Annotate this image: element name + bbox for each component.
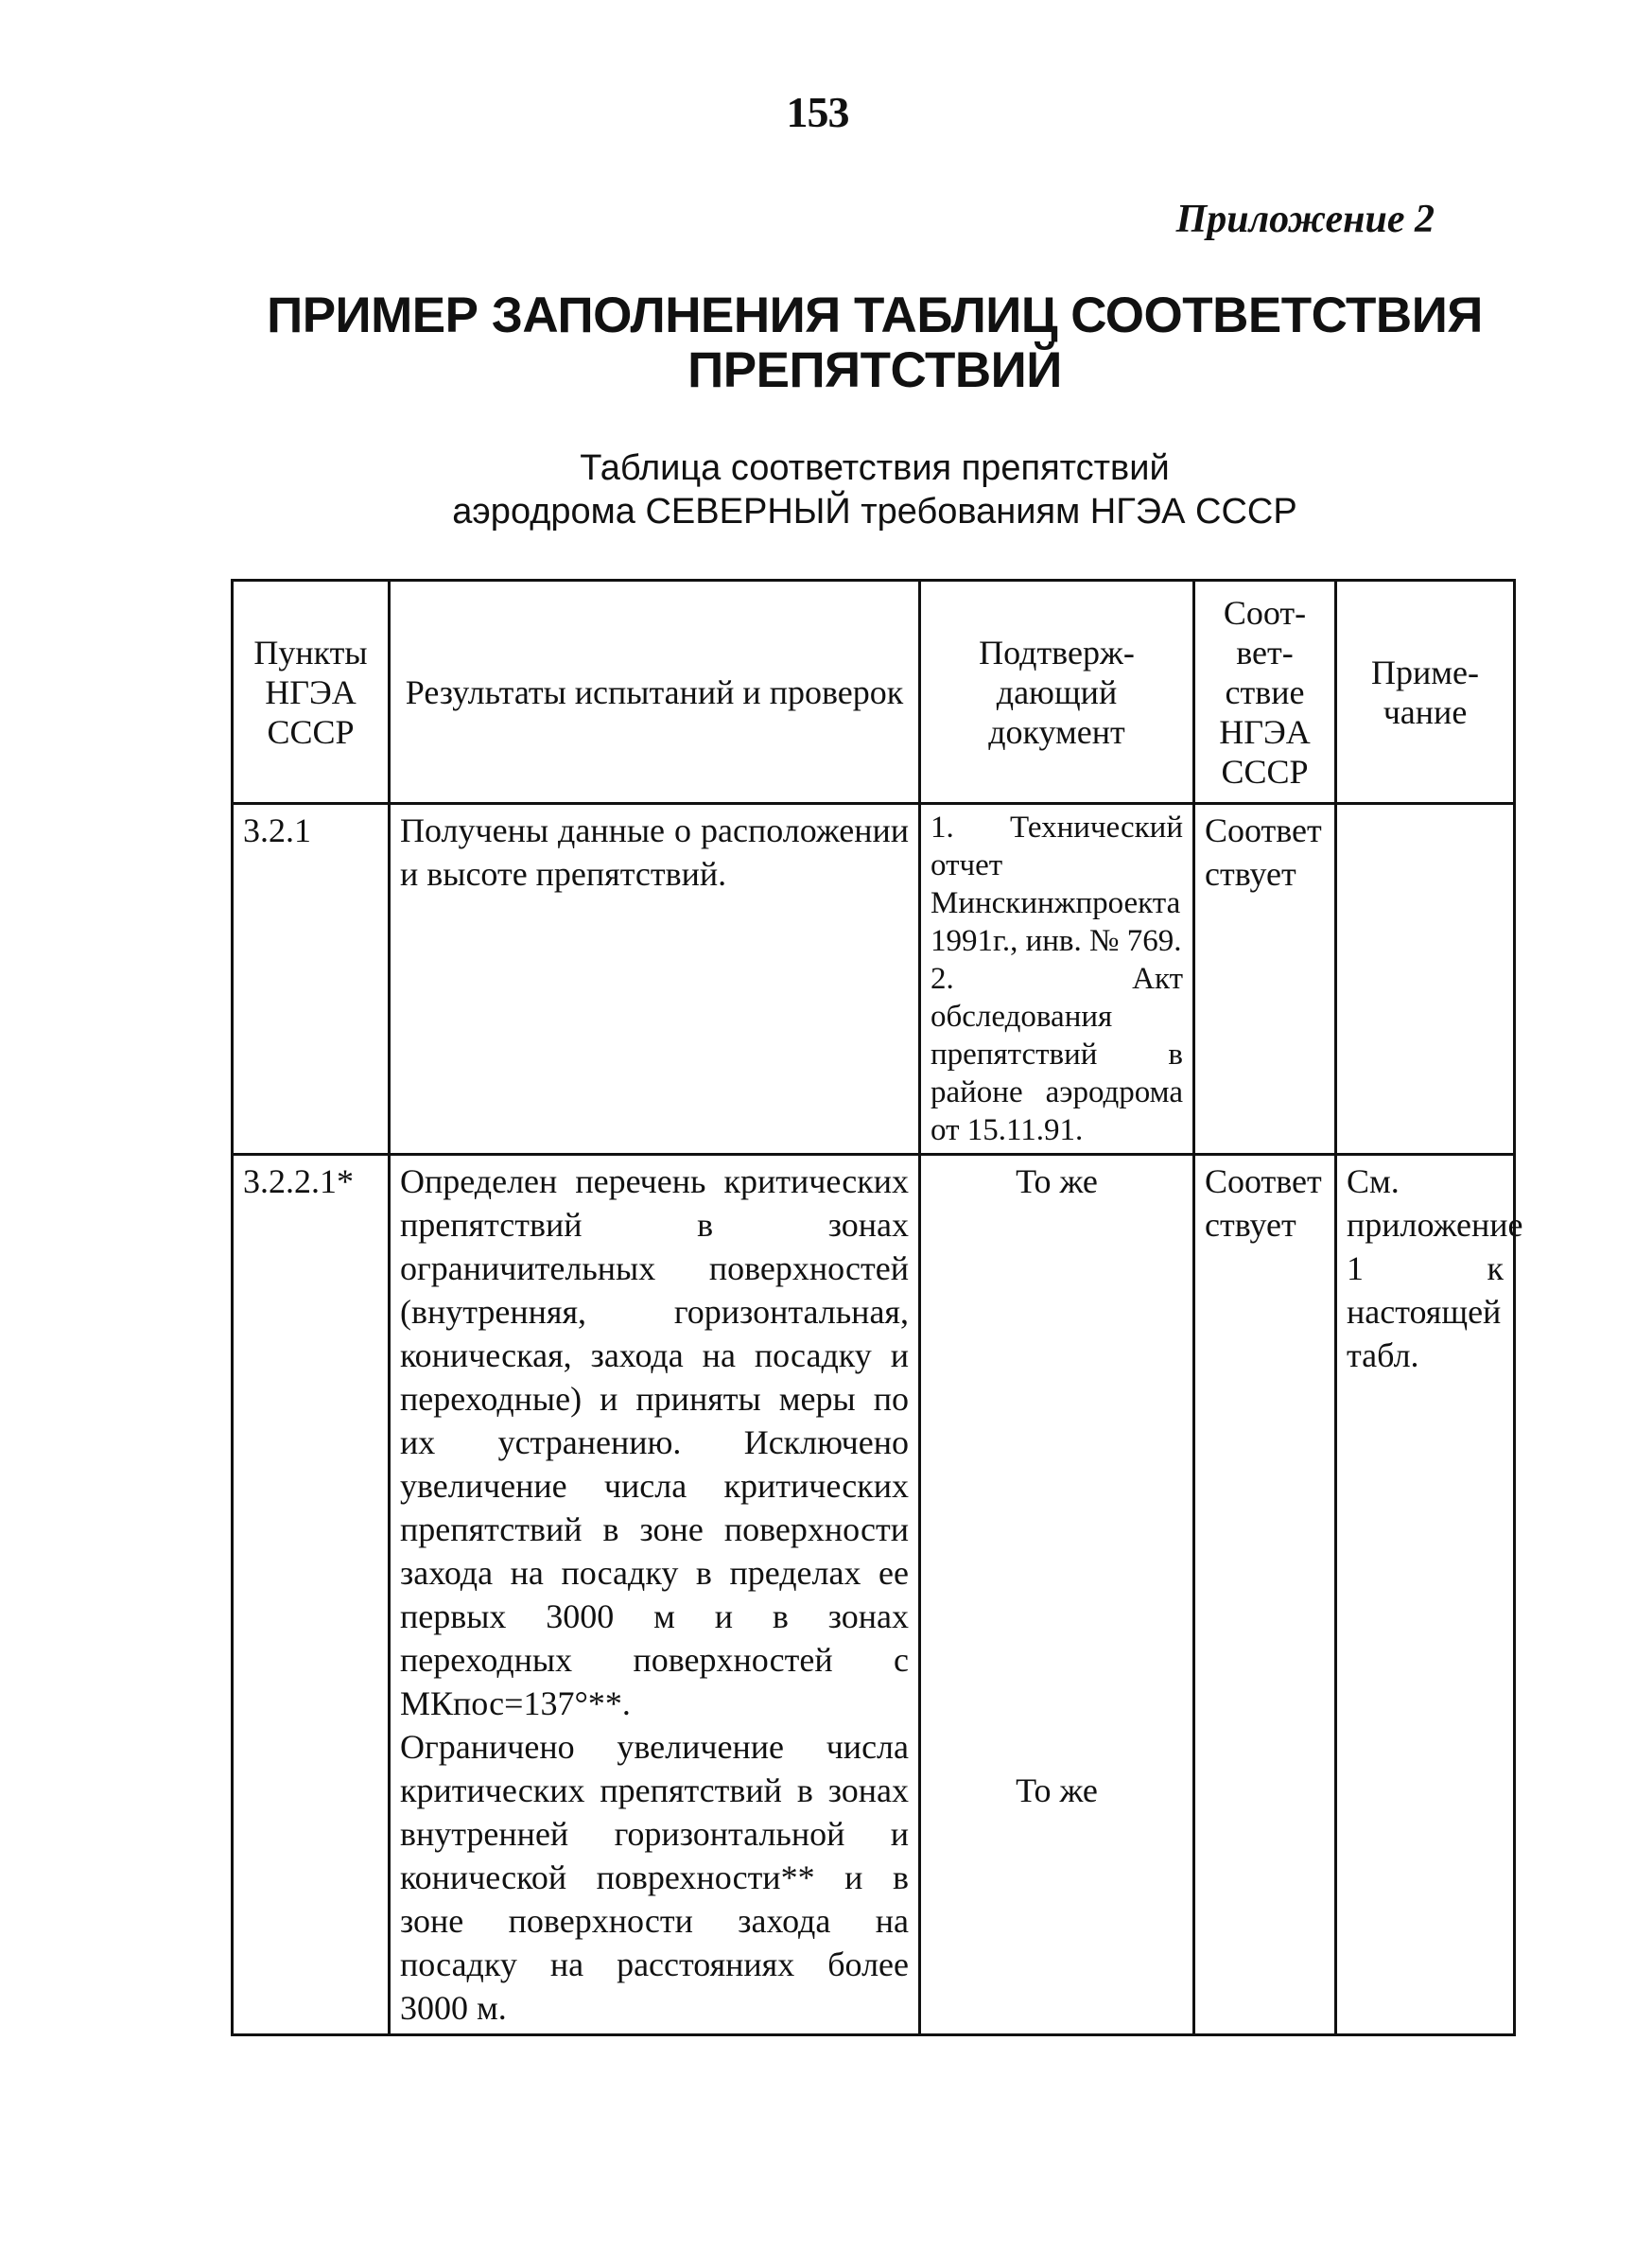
cell-note (1336, 804, 1515, 1155)
page-title: ПРИМЕР ЗАПОЛНЕНИЯ ТАБЛИЦ СООТВЕТСТВИЯ ПРЕПЯТСТВИЙ (267, 288, 1483, 398)
compliance-table-wrapper (231, 579, 1523, 2036)
document-item: 1. Технический отчет Минскинжпроекта 1991г., инв. № 769. (931, 811, 1183, 958)
document-item: 2. Акт обследования препятствий в районе аэродрома от 15.11.91. (931, 962, 1183, 1147)
table-caption-line-1: Таблица соответствия препятствий (580, 448, 1170, 488)
cell-result (390, 1155, 920, 2035)
compliance-table (231, 579, 1523, 2036)
table-caption-line-2: аэродрома СЕВЕРНЫЙ требованиям НГЭА СССР (452, 492, 1297, 532)
cell-compliance: Соответствует (1194, 1155, 1336, 2035)
result-paragraph: Определен перечень критических препятствий в зонах ограничительных поверхностей (внутренняя, горизонтальная, коническая, захода на посадку и переходные) и приняты меры по их устранению. Исключено увеличение числа критических препятствий в зоне поверхности захода на посадку в пределах ее первых 3000 м и в зонах переходных поверхностей с МКпос=137°**. (400, 1162, 909, 1722)
table-header-row (233, 581, 1515, 804)
appendix-label: Приложение 2 (1175, 198, 1435, 241)
document-item: То же (1016, 1162, 1098, 1200)
table-row (233, 1155, 1515, 2035)
cell-compliance: Соответствует (1194, 804, 1336, 1155)
result-paragraph: Ограничено увеличение числа критических препятствий в зонах внутренней горизонтальной и конической поврехности** и в зоне поверхности захода на посадку на расстояниях более 3000 м. (400, 1728, 909, 2027)
header-compliance: Соот-вет-ствие НГЭА СССР (1194, 581, 1336, 804)
cell-documents (920, 804, 1194, 1155)
header-note: Приме-чание (1336, 581, 1515, 804)
cell-note: См. приложение 1 к настоящей табл. (1336, 1155, 1515, 2035)
table-caption (284, 446, 1466, 533)
header-document: Подтверж-дающий документ (920, 581, 1194, 804)
cell-point: 3.2.2.1* (233, 1155, 390, 2035)
cell-documents (920, 1155, 1194, 2035)
page-number: 153 (786, 88, 849, 136)
header-points: Пункты НГЭА СССР (233, 581, 390, 804)
table-row (233, 804, 1515, 1155)
cell-point: 3.2.1 (233, 804, 390, 1155)
document-item: То же (1016, 1771, 1098, 1809)
cell-result: Получены данные о расположении и высоте препятствий. (390, 804, 920, 1155)
spacer (931, 1203, 1183, 1769)
header-results: Результаты испытаний и проверок (390, 581, 920, 804)
